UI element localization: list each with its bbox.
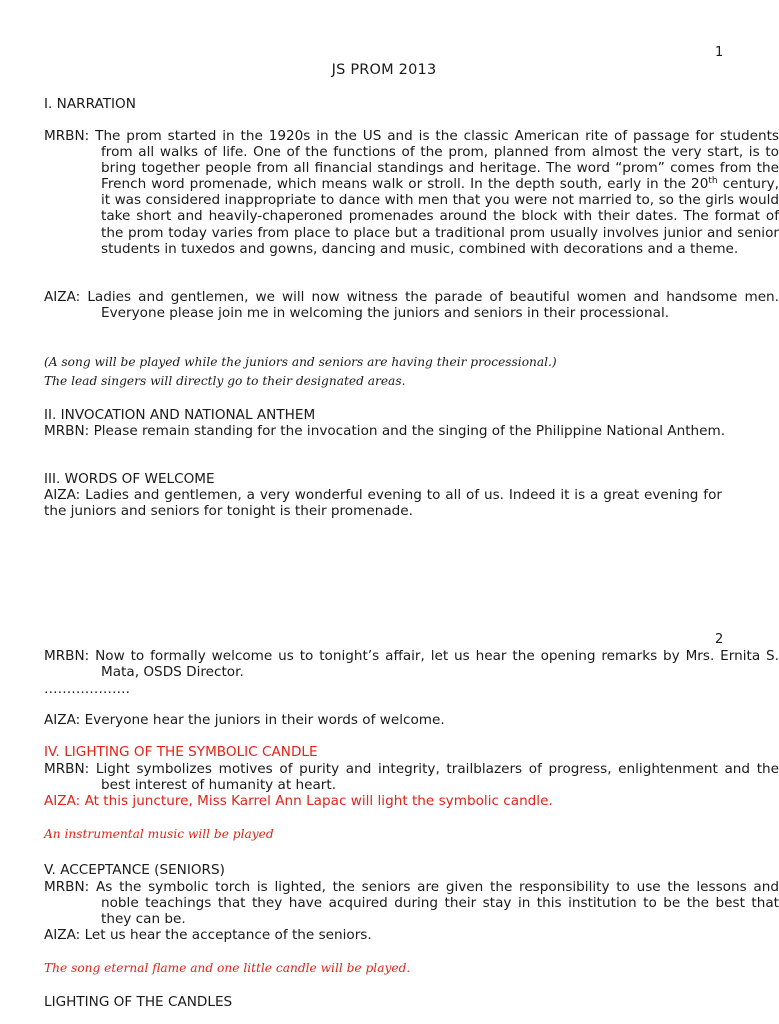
page-number: 1 — [715, 45, 724, 60]
section-heading-acceptance: V. ACCEPTANCE (SENIORS) — [44, 862, 225, 878]
paragraph-text: Everyone hear the juniors in their words of welcome. — [84, 712, 445, 728]
speaker-label: MRBN: — [44, 128, 96, 144]
section-heading-candle: IV. LIGHTING OF THE SYMBOLIC CANDLE — [44, 744, 318, 760]
paragraph-mrbn-invocation — [44, 423, 779, 439]
document-title: JS PROM 2013 — [331, 62, 437, 78]
paragraph-mrbn-light — [44, 761, 779, 793]
paragraph-mrbn-torch — [44, 879, 779, 927]
section-heading-invocation: II. INVOCATION AND NATIONAL ANTHEM — [44, 407, 316, 423]
paragraph-text: The prom started in the 1920s in the US and is the classic American rite of passage for students from all walks of life. One of the functions of the prom, planned from almost the very start, is to bring together people from all financial standings and heritage. The word “prom” comes from the French word promenade, which means walk or stroll. In the depth south, early in the 20 — [95, 128, 779, 193]
stage-note-song-red: The song eternal flame and one little candle will be played. — [44, 961, 411, 975]
page-number: 2 — [715, 632, 724, 647]
paragraph-mrbn-opening — [44, 648, 779, 680]
section-heading-narration: I. NARRATION — [44, 96, 136, 112]
paragraph-text: Now to formally welcome us to tonight’s affair, let us hear the opening remarks by Mrs. Ernita S. Mata, OSDS Director. — [95, 648, 779, 681]
paragraph-text: Ladies and gentlemen, a very wonderful evening to all of us. Indeed it is a great evening for the juniors and seniors for tonight is their promenade. — [44, 487, 722, 520]
paragraph-text: Let us hear the acceptance of the seniors. — [84, 927, 372, 943]
paragraph-text: Please remain standing for the invocation and the singing of the Philippine National Anthem. — [93, 423, 726, 439]
ellipsis-line: ………………. — [44, 681, 130, 697]
speaker-label: MRBN: — [44, 648, 96, 664]
speaker-label: MRBN: — [44, 423, 94, 439]
speaker-label: AIZA: — [44, 927, 85, 943]
paragraph-aiza-welcome — [44, 487, 722, 519]
section-heading-welcome: III. WORDS OF WELCOME — [44, 471, 215, 487]
stage-note-instrumental: An instrumental music will be played — [44, 827, 274, 841]
stage-note-lead-singers: The lead singers will directly go to their designated areas. — [44, 374, 406, 388]
paragraph-text: As the symbolic torch is lighted, the seniors are given the responsibility to use the lessons and noble teachings that they have acquired during their stay in this institution to be the best that they can be. — [95, 879, 779, 928]
speaker-label: AIZA: — [44, 487, 86, 503]
paragraph-text: Light symbolizes motives of purity and integrity, trailblazers of progress, enlightenment and the best interest of humanity at heart. — [95, 761, 779, 794]
superscript: th — [708, 176, 718, 187]
paragraph-mrbn-intro — [44, 128, 779, 257]
paragraph-aiza-hear — [44, 712, 722, 728]
paragraph-aiza-acceptance — [44, 927, 722, 943]
speaker-label: MRBN: — [44, 761, 96, 777]
paragraph-text: century, it was considered inappropriate to dance with men that you were not married to, so the girls would take short and heavily-chaperoned promenades around the block with their dates. The format of the prom today varies from place to place but a traditional prom usually involves junior and senior students in tuxedos and gowns, dancing and music, combined with decorations and a theme. — [101, 176, 779, 257]
speaker-label: AIZA: — [44, 289, 88, 305]
speaker-label: AIZA: — [44, 712, 85, 728]
paragraph-aiza-parade — [44, 289, 779, 321]
paragraph-text: Ladies and gentlemen, we will now witness the parade of beautiful women and handsome men. Everyone please join me in welcoming the juniors and seniors in their processional. — [87, 289, 779, 322]
speaker-label: MRBN: — [44, 879, 96, 895]
stage-note-song: (A song will be played while the juniors and seniors are having their processional.) — [44, 355, 557, 369]
section-heading-lighting: LIGHTING OF THE CANDLES — [44, 994, 233, 1010]
paragraph-aiza-juncture: AIZA: At this juncture, Miss Karrel Ann Lapac will light the symbolic candle. — [44, 793, 553, 809]
